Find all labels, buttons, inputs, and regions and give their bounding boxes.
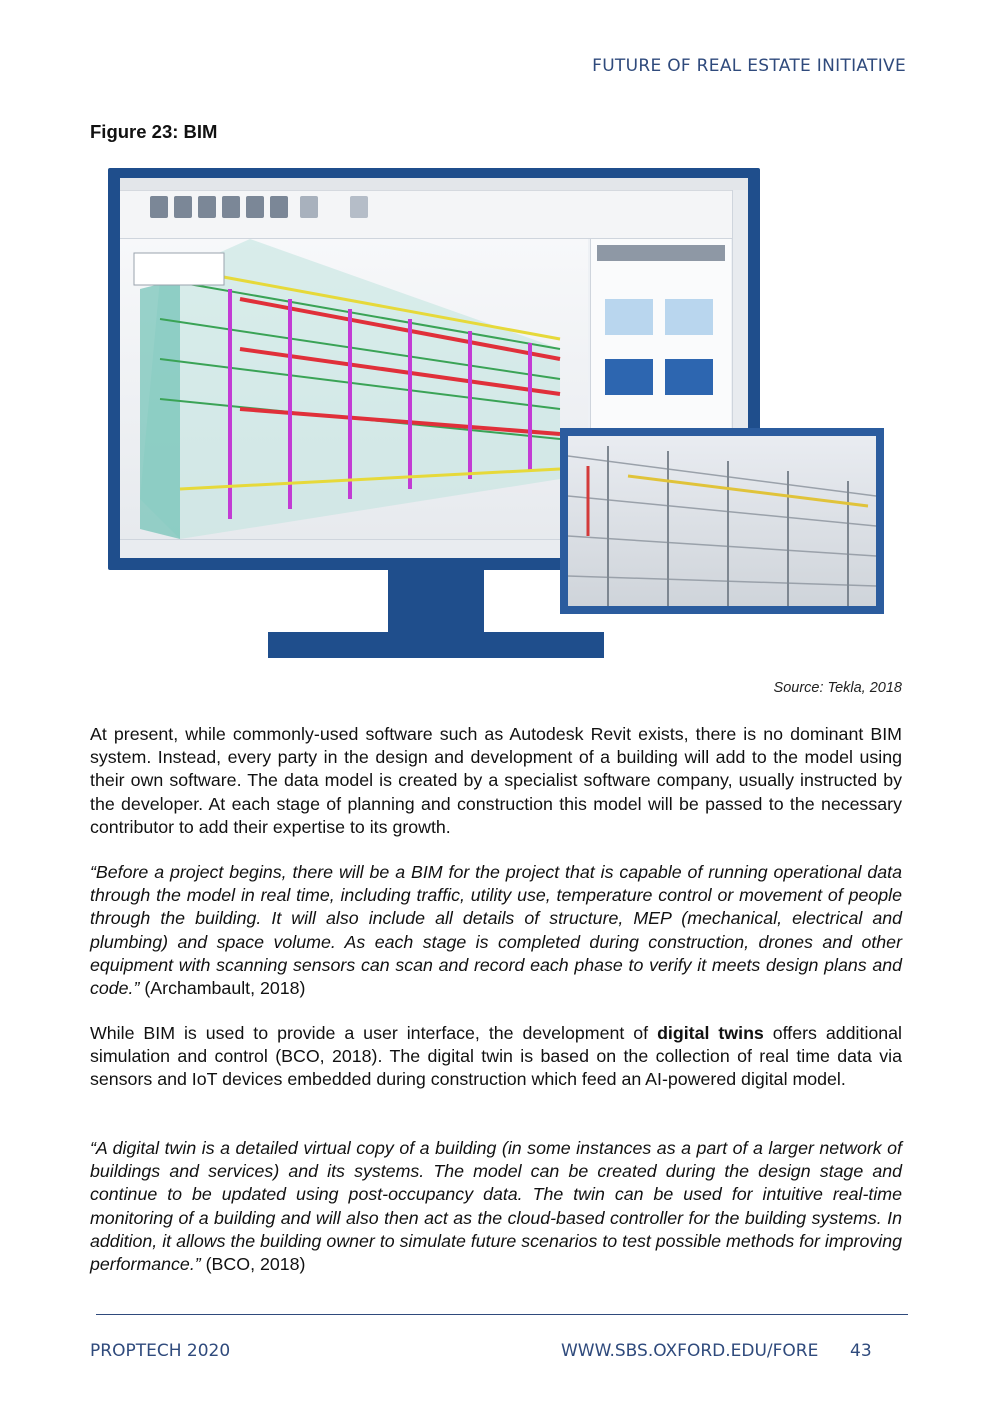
figure-source: Source: Tekla, 2018 bbox=[773, 680, 902, 696]
citation-archambault: (Archambault, 2018) bbox=[139, 978, 306, 999]
digital-twins-intro: While BIM is used to provide a user interface, the development of bbox=[90, 1023, 658, 1043]
paragraph-quote-bco bbox=[90, 1137, 902, 1276]
inset-render bbox=[560, 428, 884, 614]
paragraph-quote-archambault bbox=[90, 861, 902, 1000]
app-toolbar bbox=[120, 178, 748, 239]
quote-archambault: “Before a project begins, there will be a BIM for the project that is capable of running operational data through the model in real time, including traffic, utility use, temperature control or movement of people through the building. It will also include all details of structure, MEP (mechanical, electrical and plumbing) and space volume. As each stage is completed during construction, drones and other equipment with scanning sensors can scan and record each phase to verify it meets design plans and code.” bbox=[90, 862, 902, 999]
footer-divider bbox=[96, 1314, 908, 1315]
running-header: FUTURE OF REAL ESTATE INITIATIVE bbox=[592, 56, 906, 76]
digital-twins-term: digital twins bbox=[657, 1023, 764, 1043]
3d-model-viewport bbox=[120, 239, 588, 539]
footer-url: WWW.SBS.OXFORD.EDU/FORE bbox=[561, 1341, 819, 1361]
digital-twins-rest: offers additional simulation and control (BCO, 2018). The digital twin is based on the collection of real time data via sensors and IoT devices embedded during construction which feed an AI-powered digital model. bbox=[90, 1023, 903, 1090]
bim-illustration bbox=[108, 168, 888, 660]
footer-publication: PROPTECH 2020 bbox=[90, 1341, 231, 1361]
paragraph-bim-software: At present, while commonly-used software such as Autodesk Revit exists, there is no dominant BIM system. Instead, every party in the design and development of a building will add to the model using their own software. The data model is created by a specialist software company, usually instructed by the developer. At each stage of planning and construction this model will be passed to the necessary contributor to add their expertise to its growth. bbox=[90, 724, 902, 837]
building-model-graphic bbox=[120, 239, 588, 539]
page-number: 43 bbox=[850, 1341, 872, 1361]
citation-bco: (BCO, 2018) bbox=[200, 1254, 306, 1275]
quote-bco: “A digital twin is a detailed virtual copy of a building (in some instances as a part of a larger network of buildings and services) and its systems. The model can be created during the design stage and continue to be updated using post-occupancy data. The twin can be used for intuitive real-time monitoring of a building and will also then act as the cloud-based controller for the building systems. In addition, it allows the building owner to simulate future scenarios to test possible methods for improving performance.” bbox=[90, 1138, 902, 1275]
figure-title: Figure 23: BIM bbox=[90, 121, 218, 142]
monitor-stand bbox=[268, 632, 604, 658]
paragraph-digital-twins bbox=[90, 1022, 902, 1092]
monitor-neck bbox=[388, 570, 484, 632]
